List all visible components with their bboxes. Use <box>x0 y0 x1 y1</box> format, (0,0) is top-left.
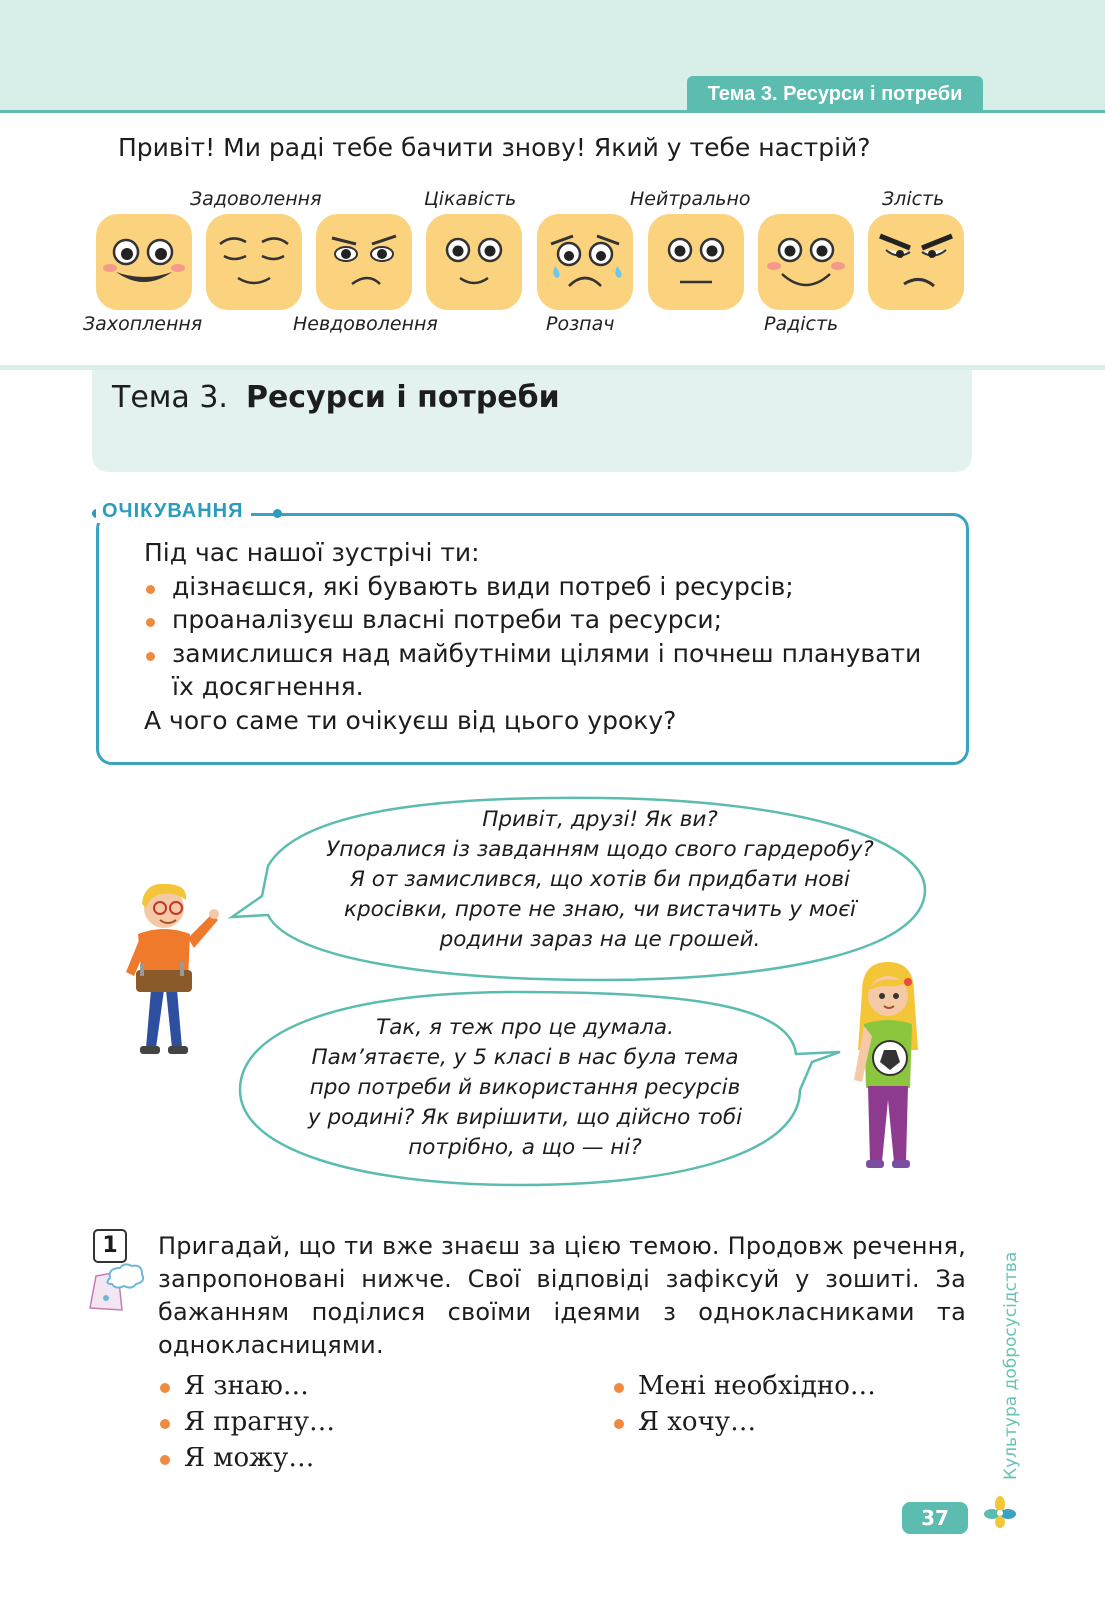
task-number-badge: 1 <box>93 1229 127 1263</box>
boy-speech-text <box>300 805 900 955</box>
flower-icon <box>984 1496 1016 1528</box>
side-section-title: Культура добросусідства <box>1001 1251 1021 1480</box>
girl-speech-line: про потреби й використання ресурсів <box>309 1075 741 1100</box>
sentence-starter: Я прагну… <box>158 1407 335 1437</box>
girl-speech-line: у родині? Як вирішити, що дійсно тобі <box>307 1105 743 1130</box>
girl-speech-line: Пам’ятаєте, у 5 класі в нас була тема <box>311 1045 739 1070</box>
sentence-starter: Я можу… <box>158 1443 314 1473</box>
boy-speech-line: кросівки, проте не знаю, чи вистачить у моєї <box>344 897 856 922</box>
girl-illustration <box>842 960 932 1200</box>
sentence-starter: Мені необхідно… <box>612 1371 876 1401</box>
emotion-label-satisfaction: Задоволення <box>190 188 322 210</box>
expectations-bullet: замислишся над майбутніми цілями і почнеш планувати їх досягнення. <box>144 637 944 704</box>
emotion-label-dissatisfaction: Невдоволення <box>293 313 438 335</box>
girl-speech-text <box>260 1013 790 1163</box>
expectations-bullet: проаналізуєш власні потреби та ресурси; <box>144 603 944 637</box>
emotion-label-joy: Радість <box>764 313 839 335</box>
emotion-label-curiosity: Цікавість <box>424 188 517 210</box>
emotion-label-despair: Розпач <box>546 313 615 335</box>
topic-tab: Тема 3. Ресурси і потреби <box>687 76 983 112</box>
expectations-question: А чого саме ти очікуєш від цього уроку? <box>144 705 677 735</box>
sentence-starter: Я хочу… <box>612 1407 756 1437</box>
greeting-text: Привіт! Ми раді тебе бачити знову! Який у тебе настрій? <box>118 133 871 162</box>
boy-speech-line: Упоралися із завданням щодо свого гардеробу? <box>326 837 874 862</box>
boy-speech-line: Привіт, друзі! Як ви? <box>482 807 718 832</box>
emotion-label-neutral: Нейтрально <box>630 188 751 210</box>
task-instruction: Пригадай, що ти вже знаєш за цією темою. Продовж речення, запропоновані нижче. Свої відповіді зафіксуй у зошиті. За бажанням поділися своїми ідеями з однокласниками та однокласницями. <box>158 1232 966 1359</box>
expectations-label: ОЧІКУВАННЯ <box>96 500 251 523</box>
boy-speech-line: Я от замислився, що хотів би придбати нові <box>349 867 851 892</box>
expectations-intro: Під час нашої зустрічі ти: <box>144 538 480 567</box>
girl-speech-line: потрібно, а що — ні? <box>408 1135 642 1160</box>
boy-illustration <box>116 878 226 1083</box>
page-number: 37 <box>902 1502 968 1534</box>
theme-prefix: Тема 3. <box>112 380 228 415</box>
theme-name: Ресурси і потреби <box>245 380 560 415</box>
discussion-icon <box>88 1262 146 1314</box>
boy-speech-line: родини зараз на це грошей. <box>439 927 761 952</box>
expectations-bullet: дізнаєшся, які бувають види потреб і ресурсів; <box>144 570 944 604</box>
emotion-label-anger: Злість <box>882 188 945 210</box>
sentence-starter: Я знаю… <box>158 1371 309 1401</box>
emotion-label-excitement: Захоплення <box>83 313 203 335</box>
girl-speech-line: Так, я теж про це думала. <box>376 1015 674 1040</box>
